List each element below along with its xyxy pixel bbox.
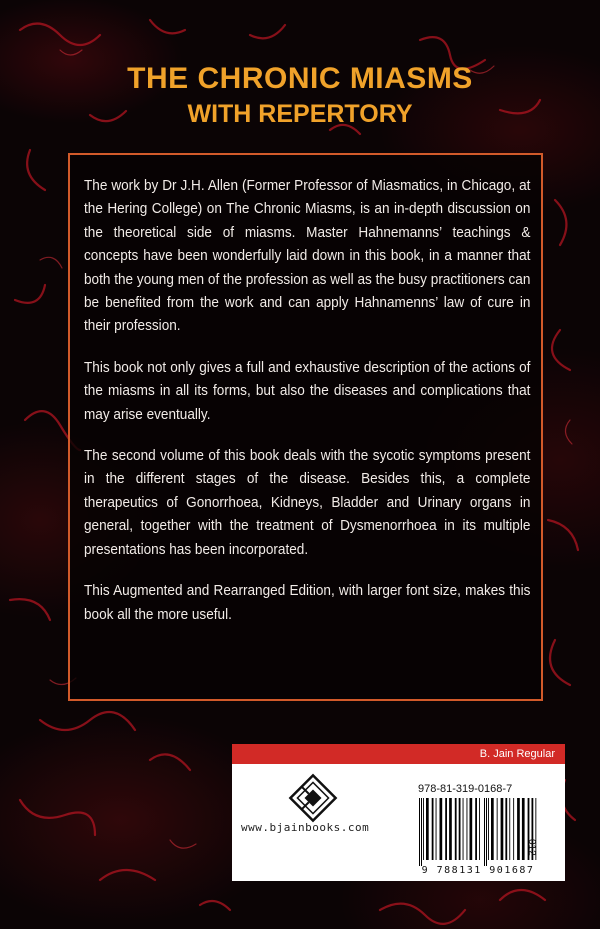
barcode-digits: 9 788131 901687 <box>421 865 535 876</box>
book-subtitle: WITH REPERTORY <box>187 100 413 128</box>
barcode-bar <box>467 798 468 860</box>
barcode-bar <box>501 798 504 860</box>
barcode-bar <box>522 798 525 860</box>
barcode-bar <box>479 798 480 860</box>
isbn-number: 978-81-319-0168-7 <box>418 783 513 795</box>
barcode-bar <box>436 798 437 860</box>
barcode-bar <box>463 798 464 860</box>
barcode-bar <box>488 798 489 860</box>
barcode-bar <box>421 798 422 866</box>
book-title: THE CHRONIC MIASMS <box>127 62 473 95</box>
barcode-bar <box>423 798 424 860</box>
description-frame <box>68 153 543 701</box>
barcode-bar <box>505 798 507 860</box>
barcode-bar <box>440 798 443 860</box>
barcode-bar <box>475 798 477 860</box>
publisher-label: B. Jain Regular <box>232 744 565 764</box>
barcode-bar <box>484 798 485 866</box>
barcode-bar <box>509 798 510 860</box>
description-paragraph-3: The second volume of this book deals with the sycotic symptoms present in the different stages of the disease. Besides this, a complete therapeutics of Gonorrhoea, Kidneys, Bladder and Urinary organs in general, together with the treatment of Dysmenorrhoea in its multiple presentations has been incorporated. <box>84 448 531 558</box>
description-paragraph-4: This Augmented and Rearranged Edition, with larger font size, makes this book all the more useful. <box>84 583 531 623</box>
barcode-bar <box>497 798 498 860</box>
barcode-bar <box>513 798 514 860</box>
barcode-bar <box>432 798 434 860</box>
barcode-bar <box>517 798 520 860</box>
barcode <box>417 798 539 866</box>
barcode-bar <box>459 798 461 860</box>
barcode-bar <box>486 798 487 866</box>
barcode-bar <box>449 798 452 860</box>
barcode-bar <box>426 798 429 860</box>
barcode-bar <box>455 798 457 860</box>
description-paragraph-2: This book not only gives a full and exhaustive description of the actions of the miasms in all its forms, but also the diseases and complications that may arise eventually. <box>84 359 531 423</box>
barcode-bar <box>445 798 447 860</box>
publisher-logo-icon <box>287 772 339 824</box>
publisher-website: www.bjainbooks.com <box>241 821 370 834</box>
barcode-bar <box>491 798 494 860</box>
barcode-panel <box>232 744 565 881</box>
price-code: 012 <box>526 839 537 856</box>
description-paragraph-1: The work by Dr J.H. Allen (Former Professor of Miasmatics, in Chicago, at the Hering College) on The Chronic Miasms, is an in-depth discussion on the theoretical side of miasms. Master Hahnemanns’ teachings & concepts have been wonderfully laid down in this book, in a manner that both the young men of the profession as well as the busy practitioners can be benefited from the work and can apply Hahnamenns’ law of cure in their profession. <box>84 178 531 335</box>
barcode-bar <box>419 798 420 866</box>
barcode-bar <box>470 798 473 860</box>
